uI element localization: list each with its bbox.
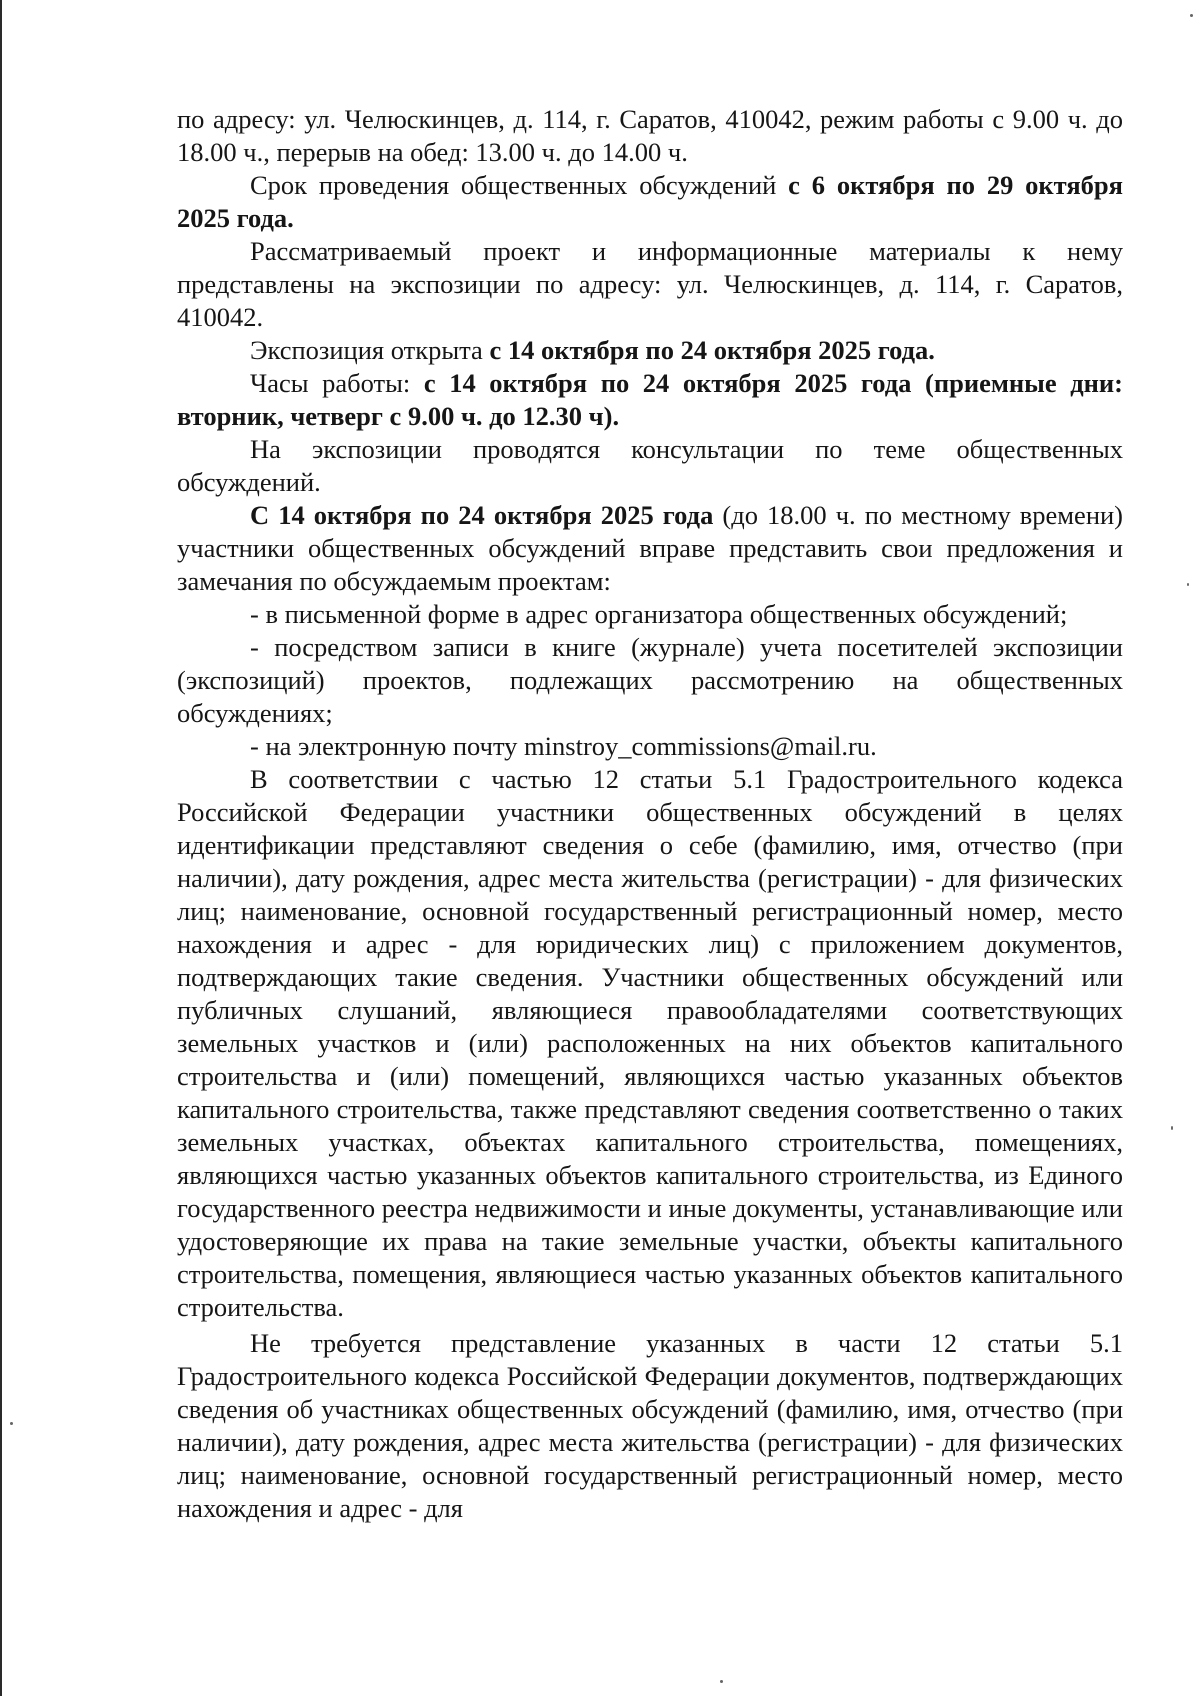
discussion-period-dates: с 6 октября по 29 октября 2025 года. [177, 170, 1123, 233]
scan-speck [1190, 14, 1193, 17]
paragraph-discussion-period [177, 169, 1123, 235]
list-item-visitor-book: - посредством записи в книге (журнале) учета посетителей экспозиции (экспозиций) проектов, подлежащих рассмотрению на общественных обсуждениях; [177, 632, 1123, 728]
paragraph-exposition-open [177, 334, 1123, 367]
paragraph-address: по адресу: ул. Челюскинцев, д. 114, г. Саратов, 410042, режим работы с 9.00 ч. до 18.00 ч., перерыв на обед: 13.00 ч. до 14.00 ч. [177, 104, 1123, 167]
scan-edge [0, 0, 2, 1696]
paragraph-project-materials: Рассматриваемый проект и информационные материалы к нему представлены на экспозиции по адресу: ул. Челюскинцев, д. 114, г. Саратов, 410042. [177, 236, 1123, 332]
discussion-period-lead: Срок проведения общественных обсуждений [250, 170, 789, 200]
working-hours-dates: с 14 октября по 24 октября 2025 года (приемные дни: вторник, четверг с 9.00 ч. до 12.30 ч). [177, 368, 1123, 431]
exposition-open-dates: с 14 октября по 24 октября 2025 года. [489, 335, 935, 365]
scan-speck [1187, 583, 1189, 586]
document-page [177, 103, 1123, 1525]
scan-speck [720, 1680, 723, 1683]
paragraph-proposals-period [177, 499, 1123, 598]
paragraph-consultations: На экспозиции проводятся консультации по теме общественных обсуждений. [177, 434, 1123, 497]
paragraph-documents-not-required: Не требуется представление указанных в части 12 статьи 5.1 Градостроительного кодекса Российской Федерации документов, подтверждающих сведения об участниках общественных обсуждений (фамилию, имя, отчество (при наличии), дату рождения, адрес места жительства (регистрации) - для физических лиц; наименование, основной государственный регистрационный номер, место нахождения и адрес - для [177, 1328, 1123, 1523]
scan-speck [10, 1422, 13, 1425]
proposals-period-dates: С 14 октября по 24 октября 2025 года [250, 500, 714, 530]
paragraph-identification-requirements: В соответствии с частью 12 статьи 5.1 Градостроительного кодекса Российской Федерации участники общественных обсуждений в целях идентификации представляют сведения о себе (фамилию, имя, отчество (при наличии), дату рождения, адрес места жительства (регистрации) - для физических лиц; наименование, основной государственный регистрационный номер, место нахождения и адрес - для юридических лиц) с приложением документов, подтверждающих такие сведения. Участники общественных обсуждений или публичных слушаний, являющиеся правообладателями соответствующих земельных участков и (или) расположенных на них объектов капитального строительства и (или) помещений, являющихся частью указанных объектов капитального строительства, также представляют сведения соответственно о таких земельных участках, объектах капитального строительства, помещениях, являющихся частью указанных объектов капитального строительства, из Единого государственного реестра недвижимости и иные документы, устанавливающие или удостоверяющие их права на такие земельные участки, объекты капитального строительства, помещения, являющиеся частью указанных объектов капитального строительства. [177, 764, 1123, 1322]
exposition-open-lead: Экспозиция открыта [250, 335, 490, 365]
working-hours-lead: Часы работы: [250, 368, 424, 398]
scan-speck [1171, 1126, 1173, 1130]
proposals-period-rest: (до 18.00 ч. по местному времени) участники общественных обсуждений вправе представить свои предложения и замечания по обсуждаемым проектам: [177, 500, 1124, 596]
paragraph-working-hours [177, 367, 1123, 433]
list-item-email: - на электронную почту minstroy_commissions@mail.ru. [250, 731, 877, 761]
list-item-written-form: - в письменной форме в адрес организатора общественных обсуждений; [250, 599, 1068, 629]
